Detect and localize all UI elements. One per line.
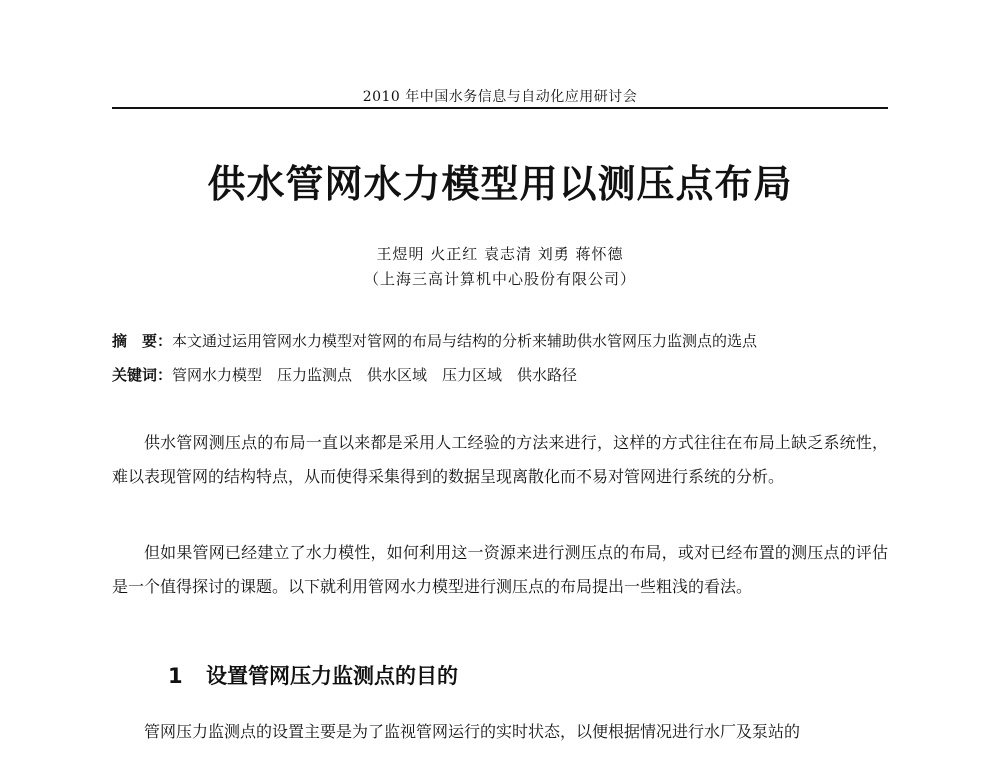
author-affiliation: （上海三高计算机中心股份有限公司）	[363, 270, 636, 288]
author-list: 王煜明 火正红 袁志清 刘勇 蒋怀德	[376, 245, 624, 263]
section-number: 1	[168, 664, 183, 688]
body-paragraph: 但如果管网已经建立了水力模性，如何利用这一资源来进行测压点的布局，或对已经布置的测压点的评估是一个值得探讨的课题。以下就利用管网水力模型进行测压点的布局提出一些粗浅的看法。	[112, 543, 888, 596]
keywords-text: 管网水力模型 压力监测点 供水区域 压力区域 供水路径	[172, 366, 578, 384]
abstract-text: 本文通过运用管网水力模型对管网的布局与结构的分析来辅助供水管网压力监测点的选点	[172, 332, 758, 350]
abstract	[112, 330, 902, 351]
body-paragraph: 供水管网测压点的布局一直以来都是采用人工经验的方法来进行，这样的方式往往在布局上缺乏系统性，难以表现管网的结构特点，从而使得采集得到的数据呈现离散化而不易对管网进行系统的分析。	[112, 433, 888, 486]
abstract-label: 摘 要：	[112, 332, 173, 350]
section-heading	[168, 660, 458, 690]
keywords-label: 关键词：	[112, 366, 173, 384]
section-title: 设置管网压力监测点的目的	[206, 664, 458, 688]
running-header: 2010 年中国水务信息与自动化应用研讨会	[362, 89, 638, 105]
section-paragraph: 管网压力监测点的设置主要是为了监视管网运行的实时状态，以便根据情况进行水厂及泵站的	[144, 722, 801, 741]
paper-title: 供水管网水力模型用以测压点布局	[207, 161, 793, 206]
header-rule	[112, 107, 888, 109]
keywords	[112, 364, 902, 385]
